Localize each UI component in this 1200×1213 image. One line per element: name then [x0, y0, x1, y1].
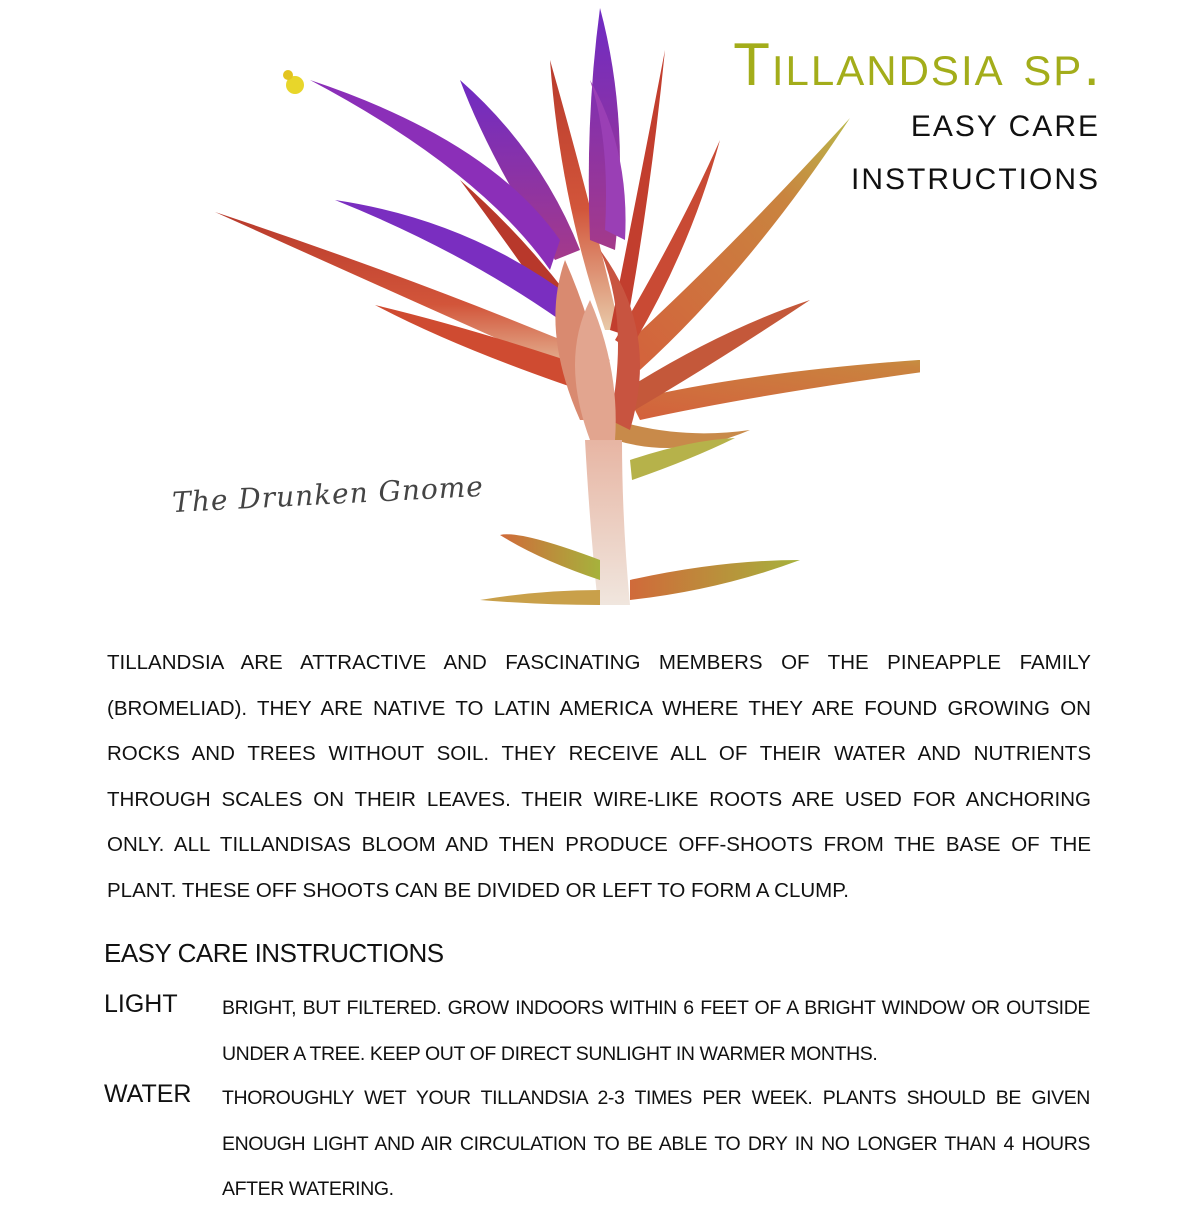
leaf [500, 534, 600, 580]
stem [585, 440, 630, 605]
flower-tip [283, 70, 293, 80]
artist-signature: The Drunken Gnome [171, 469, 485, 520]
leaf [480, 590, 600, 605]
light-label: LIGHT [104, 990, 178, 1018]
page-subtitle-line-2: INSTRUCTIONS [851, 163, 1100, 196]
leaf [615, 420, 750, 448]
page-title: Tillandsia sp. [733, 31, 1102, 98]
care-section-heading: EASY CARE INSTRUCTIONS [104, 938, 444, 968]
light-instructions: BRIGHT, BUT FILTERED. GROW INDOORS WITHIN 6 FEET OF A BRIGHT WINDOW OR OUTSIDE UNDER A TREE. KEEP OUT OF DIRECT SUNLIGHT IN WARMER MONTHS. [222, 997, 1090, 1065]
water-label: WATER [104, 1080, 192, 1108]
water-instructions: THOROUGHLY WET YOUR TILLANDSIA 2-3 TIMES PER WEEK. PLANTS SHOULD BE GIVEN ENOUGH LIGHT AND AIR CIRCULATION TO BE ABLE TO DRY IN NO LONGER THAN 4 HOURS AFTER WATERING. [222, 1087, 1090, 1200]
intro-paragraph: TILLANDSIA ARE ATTRACTIVE AND FASCINATING MEMBERS OF THE PINEAPPLE FAMILY (BROMELIAD). THEY ARE NATIVE TO LATIN AMERICA WHERE THEY ARE FOUND GROWING ON ROCKS AND TREES WITHOUT SOIL. THEY RECEIVE ALL OF THEIR WATER AND NUTRIENTS THROUGH SCALES ON THEIR LEAVES. THEIR WIRE-LIKE ROOTS ARE USED FOR ANCHORING ONLY. ALL TILLANDISAS BLOOM AND THEN PRODUCE OFF-SHOOTS FROM THE BASE OF THE PLANT. THESE OFF SHOOTS CAN BE DIVIDED OR LEFT TO FORM A CLUMP. [107, 651, 1091, 902]
page-subtitle-line-1: EASY CARE [910, 110, 1100, 143]
leaf [630, 560, 800, 600]
